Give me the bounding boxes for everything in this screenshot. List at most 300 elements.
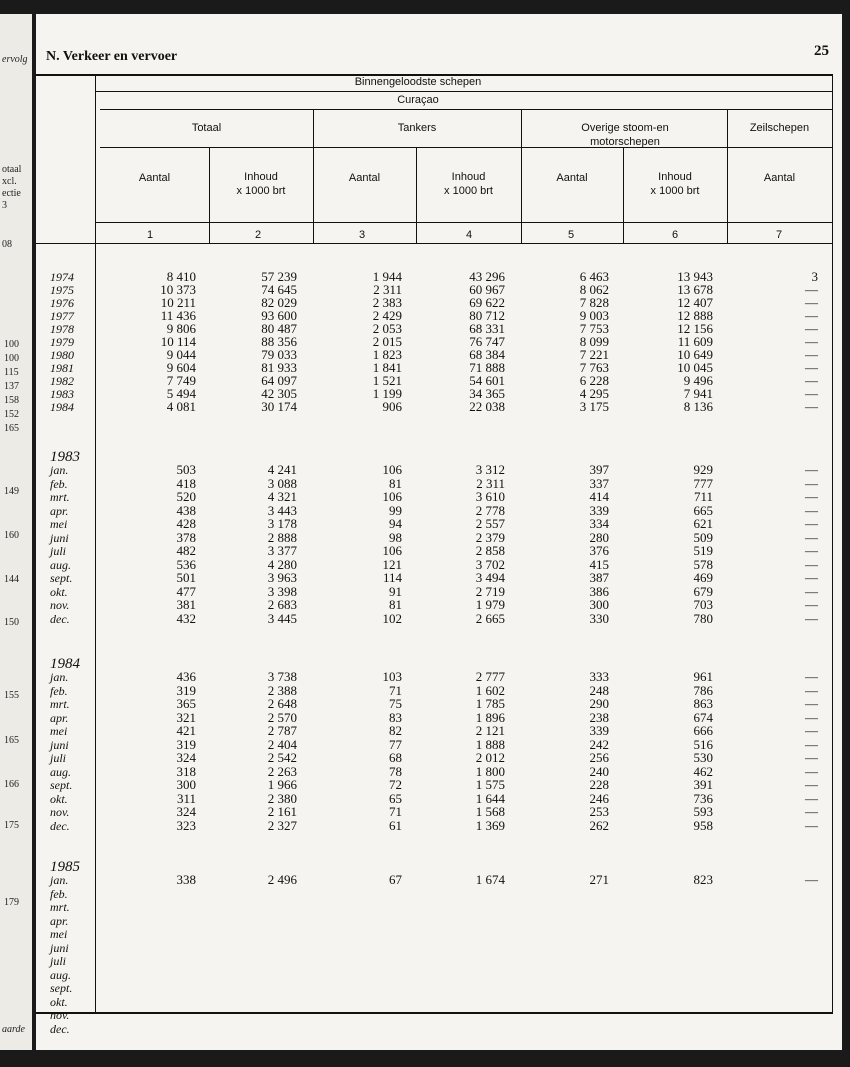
year-label: 1976 — [50, 296, 74, 310]
table-cell: 3 738 — [267, 669, 297, 684]
table-cell: 61 — [389, 817, 402, 833]
year-label: 1979 — [50, 335, 74, 349]
table-cell: 2 683 — [267, 597, 297, 612]
table-cell: 10 045 — [677, 360, 713, 375]
month-label: dec. — [50, 1021, 70, 1036]
table-cell: — — [805, 736, 818, 752]
table-cell: 10 114 — [160, 334, 196, 349]
table-cell: 477 — [176, 583, 196, 599]
year-label: 1977 — [50, 309, 74, 323]
table-cell: 415 — [589, 556, 609, 572]
table-cell: 438 — [176, 502, 196, 518]
table-cell: — — [805, 462, 818, 477]
table-cell: — — [805, 475, 818, 491]
margin-number: 160 — [4, 530, 19, 541]
table-cell: 823 — [693, 872, 713, 887]
table-cell: 469 — [693, 570, 713, 585]
month-label: nov. — [50, 598, 70, 612]
chapter-title: N. Verkeer en vervoer — [46, 49, 178, 64]
table-cell: 22 038 — [469, 399, 505, 414]
year-label: 1982 — [50, 374, 74, 388]
month-label: sept. — [50, 981, 73, 995]
table-cell: 1 888 — [475, 736, 505, 752]
table-cell: 78 — [389, 763, 402, 779]
table-cell: 71 — [389, 682, 402, 698]
table-cell: 262 — [589, 817, 609, 833]
header-aantal: Aantal — [763, 172, 796, 184]
table-cell: 9 003 — [579, 308, 609, 323]
month-label: aug. — [50, 967, 71, 982]
table-cell: — — [805, 804, 818, 819]
table-cell: 2 404 — [267, 736, 297, 752]
header-inhoud: Inhoud x 1000 brt — [650, 171, 700, 197]
table-cell: 2 053 — [372, 321, 402, 336]
table-cell: 80 712 — [469, 308, 505, 323]
table-cell: 2 665 — [475, 610, 505, 626]
table-cell: — — [805, 777, 818, 792]
table-cell: 240 — [589, 763, 609, 779]
margin-number: 100 — [4, 353, 19, 364]
table-cell: — — [805, 709, 818, 725]
table-cell: — — [805, 723, 818, 738]
table-cell: — — [805, 763, 818, 779]
table-cell: 246 — [589, 790, 609, 806]
table-cell: 3 445 — [267, 610, 297, 626]
table-cell: — — [805, 597, 818, 612]
table-cell: — — [805, 696, 818, 711]
table-cell: 4 321 — [267, 489, 297, 504]
table-cell: 2 263 — [267, 763, 297, 779]
table-cell: 1 369 — [475, 817, 505, 833]
table-cell: 2 719 — [475, 583, 505, 599]
table-cell: 7 828 — [579, 295, 609, 310]
header-aantal: Aantal — [138, 172, 171, 184]
column-number: 3 — [358, 229, 366, 241]
table-cell: 324 — [176, 804, 196, 819]
table-cell: 1 979 — [475, 597, 505, 612]
table-cell: 256 — [589, 750, 609, 765]
month-label: jan. — [50, 873, 69, 887]
table-cell: 2 383 — [372, 295, 402, 310]
bottom-rule — [36, 1012, 832, 1014]
table-cell: 106 — [382, 543, 402, 558]
month-label: okt. — [50, 584, 68, 599]
table-cell: — — [805, 570, 818, 585]
header-rule — [95, 222, 832, 223]
table-cell: 1 823 — [372, 347, 402, 362]
table-cell: 2 777 — [475, 669, 505, 684]
table-cell: 1 199 — [372, 386, 402, 401]
margin-label: otaal — [2, 164, 22, 175]
table-cell: 665 — [693, 502, 713, 518]
month-label: juli — [50, 954, 67, 968]
table-cell: 13 943 — [677, 269, 713, 284]
margin-number: 158 — [4, 395, 19, 406]
table-cell: 2 429 — [372, 308, 402, 323]
year-label: 1981 — [50, 361, 74, 375]
header-island: Curaçao — [397, 94, 439, 106]
header-group-tankers: Tankers — [397, 122, 437, 134]
table-cell: — — [805, 872, 818, 887]
month-label: juni — [50, 530, 69, 545]
stub-divider — [95, 74, 96, 1012]
table-cell: — — [805, 347, 818, 362]
margin-number: 166 — [4, 779, 19, 790]
table-cell: 929 — [693, 462, 713, 477]
table-cell: 679 — [693, 583, 713, 599]
table-cell: 337 — [589, 475, 609, 491]
table-cell: 1 966 — [267, 777, 297, 792]
table-cell: 300 — [176, 777, 196, 792]
table-cell: 12 156 — [677, 321, 713, 336]
year-label: 1974 — [50, 270, 74, 284]
table-cell: 1 575 — [475, 777, 505, 792]
table-cell: 3 377 — [267, 543, 297, 558]
header-aantal: Aantal — [348, 172, 381, 184]
table-cell: 8 062 — [579, 282, 609, 297]
table-cell: 2 311 — [476, 475, 505, 491]
table-cell: — — [805, 295, 818, 310]
table-cell: 11 609 — [677, 334, 713, 349]
table-cell: 1 785 — [475, 696, 505, 711]
header-main: Binnengeloodste schepen — [354, 76, 482, 88]
table-cell: 43 296 — [469, 269, 505, 284]
month-label: mei — [50, 517, 68, 531]
table-cell: 2 778 — [475, 502, 505, 518]
table-cell: 76 747 — [469, 334, 505, 349]
month-label: apr. — [50, 913, 69, 928]
table-cell: 228 — [589, 777, 609, 792]
table-cell: 10 211 — [160, 295, 196, 310]
year-label: 1980 — [50, 348, 74, 362]
table-cell: 68 — [389, 750, 402, 765]
table-cell: 3 610 — [475, 489, 505, 504]
table-cell: 8 136 — [683, 399, 713, 414]
table-cell: 271 — [589, 872, 609, 887]
year-label: 1984 — [50, 400, 74, 414]
table-cell: 3 494 — [475, 570, 505, 585]
table-cell: 9 496 — [683, 373, 713, 388]
table-cell: 2 121 — [475, 723, 505, 738]
month-label: apr. — [50, 710, 69, 725]
table-cell: 2 570 — [267, 709, 297, 725]
month-label: mei — [50, 724, 68, 738]
table-cell: 238 — [589, 709, 609, 725]
margin-word: ervolg — [2, 54, 28, 65]
table-cell: 54 601 — [469, 373, 505, 388]
header-inhoud: Inhoud x 1000 brt — [444, 171, 493, 197]
table-cell: 3 — [811, 269, 818, 284]
table-cell: 1 944 — [372, 269, 402, 284]
table-cell: 387 — [589, 570, 609, 585]
table-cell: 365 — [176, 696, 196, 711]
table-cell: — — [805, 669, 818, 684]
table-cell: 520 — [176, 489, 196, 504]
table-cell: 2 888 — [267, 529, 297, 545]
table-cell: 7 941 — [683, 386, 713, 401]
table-cell: 34 365 — [469, 386, 505, 401]
month-label: aug. — [50, 764, 71, 779]
table-cell: 3 088 — [267, 475, 297, 491]
table-cell: 333 — [589, 669, 609, 684]
table-cell: 432 — [176, 610, 196, 626]
table-cell: 3 702 — [475, 556, 505, 572]
table-cell: 5 494 — [166, 386, 196, 401]
table-cell: 381 — [176, 597, 196, 612]
table-cell: 3 312 — [475, 462, 505, 477]
table-cell: 94 — [389, 516, 402, 531]
year-label: 1975 — [50, 283, 74, 297]
table-cell: 397 — [589, 462, 609, 477]
column-number: 6 — [671, 229, 679, 241]
table-cell: 10 373 — [160, 282, 196, 297]
table-cell: 339 — [589, 723, 609, 738]
table-cell: 777 — [693, 475, 713, 491]
table-cell: 88 356 — [261, 334, 297, 349]
table-cell: 106 — [382, 462, 402, 477]
table-cell: 81 933 — [261, 360, 297, 375]
table-cell: 2 542 — [267, 750, 297, 765]
page-number: 25 — [814, 43, 829, 59]
table-cell: 71 — [389, 804, 402, 819]
table-cell: 81 — [389, 597, 402, 612]
header-rule — [36, 243, 832, 244]
table-cell: 2 311 — [373, 282, 402, 297]
table-cell: — — [805, 282, 818, 297]
table-cell: 69 622 — [469, 295, 505, 310]
table-cell: 68 331 — [469, 321, 505, 336]
table-cell: — — [805, 489, 818, 504]
table-cell: 7 749 — [166, 373, 196, 388]
table-cell: 3 398 — [267, 583, 297, 599]
month-label: aug. — [50, 557, 71, 572]
month-label: dec. — [50, 818, 70, 833]
margin-label: 08 — [2, 239, 12, 250]
table-cell: 462 — [693, 763, 713, 779]
table-cell: — — [805, 321, 818, 336]
table-cell: 9 806 — [166, 321, 196, 336]
table-cell: 7 221 — [579, 347, 609, 362]
table-cell: — — [805, 529, 818, 545]
margin-number: 175 — [4, 820, 19, 831]
table-cell: 68 384 — [469, 347, 505, 362]
table-cell: 1 841 — [372, 360, 402, 375]
month-label: feb. — [50, 886, 68, 901]
table-cell: 11 436 — [160, 308, 196, 323]
table-cell: 418 — [176, 475, 196, 491]
table-cell: 248 — [589, 682, 609, 698]
table-cell: 3 443 — [267, 502, 297, 518]
table-cell: 2 380 — [267, 790, 297, 806]
table-cell: 376 — [589, 543, 609, 558]
column-number: 4 — [465, 229, 473, 241]
table-cell: 6 228 — [579, 373, 609, 388]
header-rule — [95, 91, 832, 92]
table-cell: — — [805, 790, 818, 806]
margin-label: 3 — [2, 200, 7, 211]
month-label: jan. — [50, 670, 69, 684]
table-cell: — — [805, 399, 818, 414]
table-cell: 421 — [176, 723, 196, 738]
table-cell: 4 241 — [267, 462, 297, 477]
table-cell: 516 — [693, 736, 713, 752]
margin-number: 144 — [4, 574, 19, 585]
table-cell: 67 — [389, 872, 402, 887]
table-cell: — — [805, 334, 818, 349]
month-label: juli — [50, 544, 67, 558]
table-cell: — — [805, 556, 818, 572]
table-cell: 72 — [389, 777, 402, 792]
table-cell: 436 — [176, 669, 196, 684]
table-cell: 736 — [693, 790, 713, 806]
table-cell: 91 — [389, 583, 402, 599]
table-cell: 3 963 — [267, 570, 297, 585]
table-cell: 9 044 — [166, 347, 196, 362]
month-label: feb. — [50, 683, 68, 698]
month-label: sept. — [50, 778, 73, 792]
table-cell: 93 600 — [261, 308, 297, 323]
table-cell: 578 — [693, 556, 713, 572]
table-cell: — — [805, 817, 818, 833]
table-cell: 319 — [176, 736, 196, 752]
table-cell: — — [805, 373, 818, 388]
header-group-zeilschepen: Zeilschepen — [749, 122, 810, 134]
table-cell: 1 896 — [475, 709, 505, 725]
month-label: sept. — [50, 571, 73, 585]
table-cell: 253 — [589, 804, 609, 819]
table-cell: — — [805, 502, 818, 518]
table-cell: 4 280 — [267, 556, 297, 572]
table-cell: 378 — [176, 529, 196, 545]
table-cell: 9 604 — [166, 360, 196, 375]
table-cell: 2 379 — [475, 529, 505, 545]
month-label: juni — [50, 737, 69, 752]
month-label: okt. — [50, 791, 68, 806]
table-cell: 82 — [389, 723, 402, 738]
margin-number: 137 — [4, 381, 19, 392]
table-cell: 621 — [693, 516, 713, 531]
table-cell: 13 678 — [677, 282, 713, 297]
table-cell: 503 — [176, 462, 196, 477]
table-cell: 428 — [176, 516, 196, 531]
margin-number: 165 — [4, 735, 19, 746]
table-cell: 8 410 — [166, 269, 196, 284]
margin-number: 165 — [4, 423, 19, 434]
table-cell: 106 — [382, 489, 402, 504]
margin-number: 115 — [4, 367, 19, 378]
header-aantal: Aantal — [556, 172, 588, 184]
table-cell: 666 — [693, 723, 713, 738]
table-cell: 339 — [589, 502, 609, 518]
table-cell: 2 161 — [267, 804, 297, 819]
table-cell: 321 — [176, 709, 196, 725]
right-border — [832, 74, 833, 1014]
margin-number: 179 — [4, 897, 19, 908]
table-cell: 71 888 — [469, 360, 505, 375]
month-label: juli — [50, 751, 67, 765]
margin-number: 100 — [4, 339, 19, 350]
section-year: 1983 — [50, 449, 80, 465]
table-cell: 114 — [382, 570, 402, 585]
table-cell: 80 487 — [261, 321, 297, 336]
table-cell: 1 644 — [475, 790, 505, 806]
table-cell: 334 — [589, 516, 609, 531]
margin-label: ectie — [2, 188, 21, 199]
table-cell: 2 858 — [475, 543, 505, 558]
table-cell: 311 — [176, 790, 196, 806]
table-cell: 2 388 — [267, 682, 297, 698]
table-cell: 83 — [389, 709, 402, 725]
table-cell: 2 327 — [267, 817, 297, 833]
table-cell: 8 099 — [579, 334, 609, 349]
table-cell: 98 — [389, 529, 402, 545]
header-inhoud: Inhoud x 1000 brt — [236, 171, 286, 197]
header-rule — [100, 109, 832, 110]
section-year: 1985 — [50, 859, 80, 875]
margin-number: 152 — [4, 409, 19, 420]
table-cell: 703 — [693, 597, 713, 612]
header-group-totaal: Totaal — [191, 122, 222, 134]
table-cell: — — [805, 308, 818, 323]
table-cell: 2 015 — [372, 334, 402, 349]
table-cell: 863 — [693, 696, 713, 711]
month-label: nov. — [50, 1008, 70, 1022]
table-cell: 12 407 — [677, 295, 713, 310]
table-cell: 102 — [382, 610, 402, 626]
month-label: okt. — [50, 994, 68, 1009]
table-cell: 280 — [589, 529, 609, 545]
column-number: 5 — [567, 229, 575, 241]
table-cell: 12 888 — [677, 308, 713, 323]
month-label: nov. — [50, 805, 70, 819]
table-cell: 121 — [382, 556, 402, 572]
table-cell: 386 — [589, 583, 609, 599]
table-cell: 482 — [176, 543, 196, 558]
margin-label: xcl. — [2, 176, 17, 187]
table-cell: 82 029 — [261, 295, 297, 310]
margin-word: aarde — [2, 1024, 25, 1035]
table-cell: 300 — [589, 597, 609, 612]
table-cell: 2 496 — [267, 872, 297, 887]
header-group-overige: Overige stoom-en motorschepen — [581, 122, 669, 148]
table-cell: 593 — [693, 804, 713, 819]
table-cell: 81 — [389, 475, 402, 491]
table-cell: 530 — [693, 750, 713, 765]
table-cell: 906 — [382, 399, 402, 414]
month-label: mrt. — [50, 490, 70, 504]
table-cell: 7 753 — [579, 321, 609, 336]
table-cell: 324 — [176, 750, 196, 765]
table-cell: 711 — [693, 489, 713, 504]
table-cell: 10 649 — [677, 347, 713, 362]
table-cell: 75 — [389, 696, 402, 711]
table-cell: 509 — [693, 529, 713, 545]
table-cell: 2 557 — [475, 516, 505, 531]
table-cell: 7 763 — [579, 360, 609, 375]
table-cell: 65 — [389, 790, 402, 806]
table-cell: 958 — [693, 817, 713, 833]
table-cell: 74 645 — [261, 282, 297, 297]
table-cell: 674 — [693, 709, 713, 725]
table-cell: 318 — [176, 763, 196, 779]
column-number: 2 — [254, 229, 262, 241]
table-cell: 519 — [693, 543, 713, 558]
month-label: jan. — [50, 463, 69, 477]
table-cell: 391 — [693, 777, 713, 792]
month-label: mrt. — [50, 900, 70, 914]
table-cell: 1 602 — [475, 682, 505, 698]
table-cell: 1 521 — [372, 373, 402, 388]
